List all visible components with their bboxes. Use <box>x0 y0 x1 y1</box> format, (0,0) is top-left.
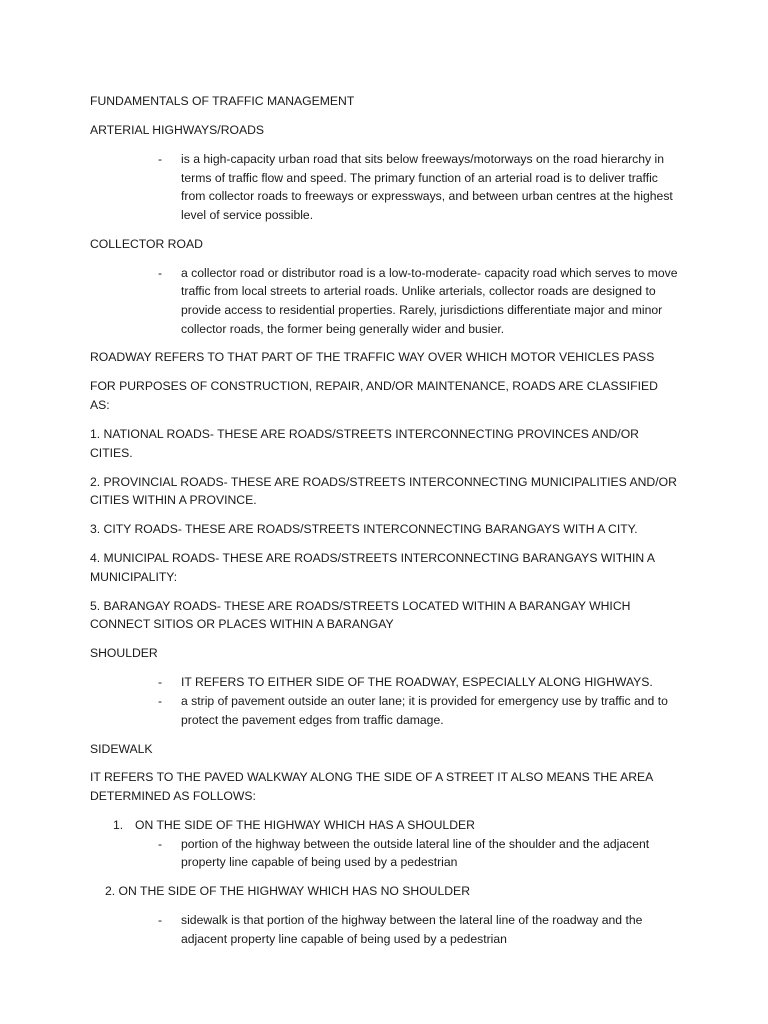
sidewalk-item-1-bullet <box>90 835 680 872</box>
document-page <box>90 92 680 948</box>
dash-marker: - <box>158 836 163 851</box>
arterial-bullet-text: is a high-capacity urban road that sits below freeways/motorways on the road hierarchy in terms of traffic flow and speed. The primary function of an arterial road is to deliver traffic from collector roads to freeways or expressways, and between urban centres at the highest level of service possible. <box>181 151 673 222</box>
dash-marker: - <box>158 151 163 166</box>
sidewalk-heading: SIDEWALK <box>90 741 153 756</box>
sidewalk-item-2-bullet-text: sidewalk is that portion of the highway between the lateral line of the roadway and the adjacent property line capable of being used by a pedestrian <box>181 913 643 946</box>
class-municipal: 4. MUNICIPAL ROADS- THESE ARE ROADS/STREETS INTERCONNECTING BARANGAYS WITHIN A MUNICIPALITY: <box>90 551 655 584</box>
shoulder-heading: SHOULDER <box>90 646 158 661</box>
shoulder-bullet-2-text: a strip of pavement outside an outer lane; it is provided for emergency use by traffic and to protect the pavement edges from traffic damage. <box>181 693 668 727</box>
sidewalk-item-1-bullet-text: portion of the highway between the outside lateral line of the shoulder and the adjacent property line capable of being used by a pedestrian <box>181 836 650 870</box>
class-national: 1. NATIONAL ROADS- THESE ARE ROADS/STREETS INTERCONNECTING PROVINCES AND/OR CITIES. <box>90 427 639 460</box>
sidewalk-item-1 <box>90 816 680 835</box>
dash-marker: - <box>158 265 163 280</box>
collector-heading: COLLECTOR ROAD <box>90 236 203 251</box>
classification-intro: FOR PURPOSES OF CONSTRUCTION, REPAIR, AND/OR MAINTENANCE, ROADS ARE CLASSIFIED AS: <box>90 379 658 413</box>
arterial-heading: ARTERIAL HIGHWAYS/ROADS <box>90 122 265 137</box>
roadway-definition: ROADWAY REFERS TO THAT PART OF THE TRAFFIC WAY OVER WHICH MOTOR VEHICLES PASS <box>90 350 655 365</box>
sidewalk-item-2: 2. ON THE SIDE OF THE HIGHWAY WHICH HAS NO SHOULDER <box>105 884 470 899</box>
sidewalk-item-1-text: ON THE SIDE OF THE HIGHWAY WHICH HAS A SHOULDER <box>135 818 475 833</box>
dash-marker: - <box>158 913 163 928</box>
dash-marker: - <box>158 693 163 708</box>
class-provincial: 2. PROVINCIAL ROADS- THESE ARE ROADS/STREETS INTERCONNECTING MUNICIPALITIES AND/OR CITIES WITHIN A PROVINCE. <box>90 474 677 508</box>
collector-bullet-text: a collector road or distributor road is a low-to-moderate- capacity road which serves to move traffic from local streets to arterial roads. Unlike arterials, collector roads are designed to provide access to residential properties. Rarely, jurisdictions differentiate major and minor collector roads, the former being generally wider and busier. <box>181 265 678 336</box>
shoulder-bullet-1 <box>90 673 680 692</box>
shoulder-bullet-2 <box>90 692 680 729</box>
sidewalk-intro: IT REFERS TO THE PAVED WALKWAY ALONG THE SIDE OF A STREET IT ALSO MEANS THE AREA DETERMINED AS FOLLOWS: <box>90 770 653 804</box>
sidewalk-item-2-bullet <box>90 911 680 948</box>
arterial-bullet <box>90 150 680 224</box>
class-barangay: 5. BARANGAY ROADS- THESE ARE ROADS/STREETS LOCATED WITHIN A BARANGAY WHICH CONNECT SITIOS OR PLACES WITHIN A BARANGAY <box>90 598 631 632</box>
class-city: 3. CITY ROADS- THESE ARE ROADS/STREETS INTERCONNECTING BARANGAYS WITH A CITY. <box>90 522 638 537</box>
dash-marker: - <box>158 675 163 690</box>
shoulder-bullet-1-text: IT REFERS TO EITHER SIDE OF THE ROADWAY, ESPECIALLY ALONG HIGHWAYS. <box>181 675 653 690</box>
document-title: FUNDAMENTALS OF TRAFFIC MANAGEMENT <box>90 94 355 108</box>
collector-bullet <box>90 264 680 338</box>
item-number: 1. <box>113 818 124 833</box>
